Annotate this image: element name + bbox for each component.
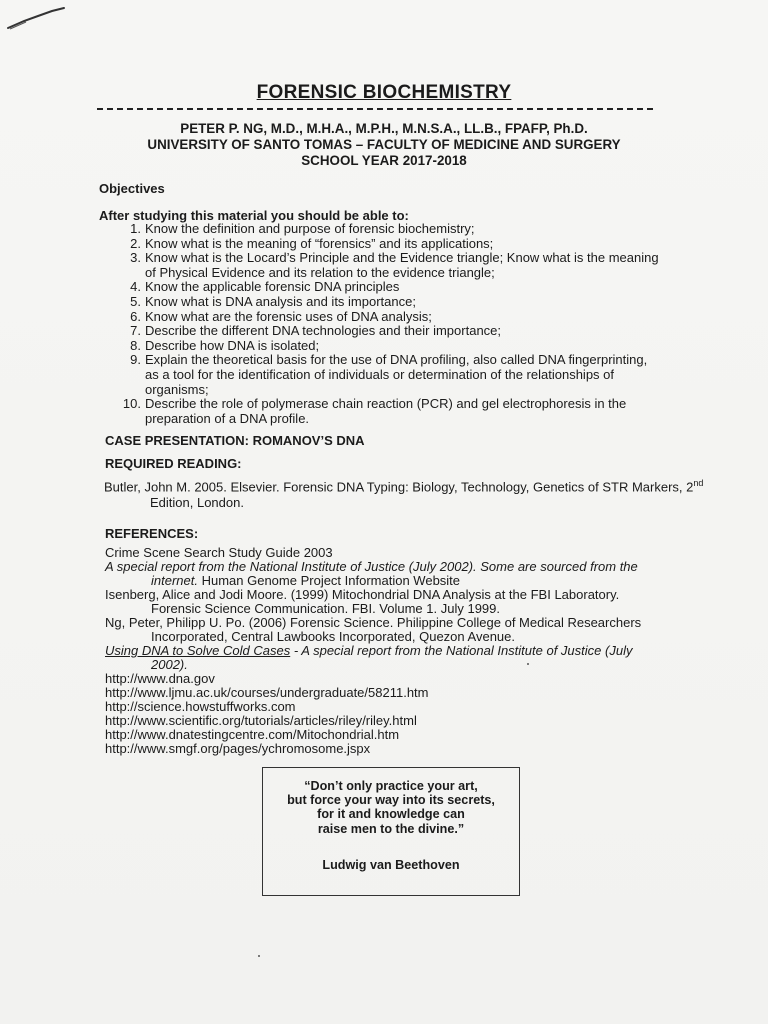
reference-url: http://www.smgf.org/pages/ychromosome.jspx [105, 741, 371, 756]
list-item [123, 280, 663, 295]
required-reading-heading: REQUIRED READING: [105, 456, 242, 471]
list-item-number: 6. [130, 308, 141, 324]
quote-line: “Don’t only practice your art, [304, 779, 478, 793]
reference-nij-plain: Human Genome Project Information Website [197, 573, 461, 588]
citation-text: Butler, John M. 2005. Elsevier. Forensic DNA Typing: Biology, Technology, Genetics of STR Markers, 2 [104, 479, 694, 495]
dashed-divider [97, 108, 653, 110]
list-item-number: 4. [130, 279, 141, 295]
quote-author: Ludwig van Beethoven [322, 857, 460, 872]
reference-cold-cases-title: Using DNA to Solve Cold Cases [105, 643, 291, 658]
quote-line: for it and knowledge can [317, 807, 465, 822]
objectives-heading: Objectives [99, 181, 165, 196]
reference-url: http://science.howstuffworks.com [105, 699, 296, 714]
list-item [123, 222, 663, 237]
list-item [123, 353, 663, 397]
speck-mark [527, 663, 529, 665]
author-header [0, 121, 768, 169]
reference-nij-italic: A special report from the National Institute of Justice (July 2002). Some are sourced from the internet. [105, 559, 638, 588]
list-item-number: 7. [130, 323, 141, 339]
speck-mark [258, 955, 260, 957]
reference-url: http://www.scientific.org/tutorials/articles/riley/riley.html [105, 713, 417, 728]
list-item-text: Explain the theoretical basis for the use of DNA profiling, also called DNA fingerprinting, as a tool for the identification of individuals or determination of the relationships of organisms; [145, 352, 648, 397]
list-item-number: 8. [130, 337, 141, 353]
list-item [123, 397, 663, 426]
author-line: PETER P. NG, M.D., M.H.A., M.P.H., M.N.S.A., LL.B., FPAFP, Ph.D. [180, 121, 588, 136]
list-item [123, 310, 663, 325]
list-item-text: Know the definition and purpose of forensic biochemistry; [145, 221, 475, 236]
pen-mark-scribble [4, 6, 68, 32]
objectives-list [123, 222, 663, 426]
citation-superscript: nd [693, 478, 704, 488]
list-item-number: 1. [130, 221, 141, 236]
case-presentation-heading: CASE PRESENTATION: ROMANOV’S DNA [105, 433, 365, 448]
school-year-line: SCHOOL YEAR 2017-2018 [301, 153, 467, 168]
list-item-number: 10. [122, 396, 141, 412]
reference-url: http://www.ljmu.ac.uk/courses/undergraduate/58211.htm [105, 685, 429, 700]
list-item-number: 5. [130, 293, 141, 309]
institution-line: UNIVERSITY OF SANTO TOMAS – FACULTY OF MEDICINE AND SURGERY [147, 137, 621, 152]
reference-cold-cases-rest: - A special report from the National Institute of Justice (July 2002). [151, 643, 633, 672]
list-item-text: Describe the role of polymerase chain reaction (PCR) and gel electrophoresis in the preparation of a DNA profile. [145, 396, 627, 426]
reference-url: http://www.dnatestingcentre.com/Mitochondrial.htm [105, 727, 400, 742]
list-item-text: Know what is the Locard’s Principle and the Evidence triangle; Know what is the meaning of Physical Evidence and its relation to the evidence triangle; [145, 250, 659, 280]
reference-nij-report [105, 560, 665, 588]
references-heading: REFERENCES: [105, 526, 199, 541]
list-item-text: Know what is DNA analysis and its importance; [145, 293, 416, 309]
list-item-number: 3. [130, 250, 141, 266]
reference-cold-cases [105, 644, 665, 672]
reference-isenberg: Isenberg, Alice and Jodi Moore. (1999) Mitochondrial DNA Analysis at the FBI Laboratory. Forensic Science Communication. FBI. Volume 1. July 1999. [105, 587, 620, 616]
list-item-text: Know what is the meaning of “forensics” and its applications; [145, 235, 494, 251]
list-item [123, 339, 663, 354]
list-item-text: Describe the different DNA technologies and their importance; [145, 323, 502, 339]
document-title: FORENSIC BIOCHEMISTRY [256, 82, 512, 103]
reference-url: http://www.dna.gov [105, 671, 215, 686]
quote-line: raise men to the divine.” [317, 821, 465, 836]
reference-crime-scene: Crime Scene Search Study Guide 2003 [105, 545, 333, 560]
quote-text [263, 779, 519, 836]
citation-text-end: Edition, London. [150, 495, 244, 511]
quote-line: but force your way into its secrets, [287, 793, 495, 808]
objectives-intro: After studying this material you should be able to: [99, 208, 409, 223]
required-reading-citation [104, 475, 710, 511]
references-list [105, 546, 665, 756]
list-item-text: Describe how DNA is isolated; [145, 337, 320, 353]
list-item [123, 295, 663, 310]
quote-box [262, 767, 520, 896]
list-item [123, 237, 663, 252]
reference-ng: Ng, Peter, Philipp U. Po. (2006) Forensic Science. Philippine College of Medical Researchers Incorporated, Central Lawbooks Incorporated, Quezon Avenue. [105, 615, 642, 644]
list-item [123, 324, 663, 339]
list-item-number: 2. [130, 235, 141, 251]
list-item-text: Know the applicable forensic DNA principles [145, 279, 400, 295]
list-item-number: 9. [130, 352, 141, 368]
list-item [123, 251, 663, 280]
list-item-text: Know what are the forensic uses of DNA analysis; [145, 308, 432, 324]
